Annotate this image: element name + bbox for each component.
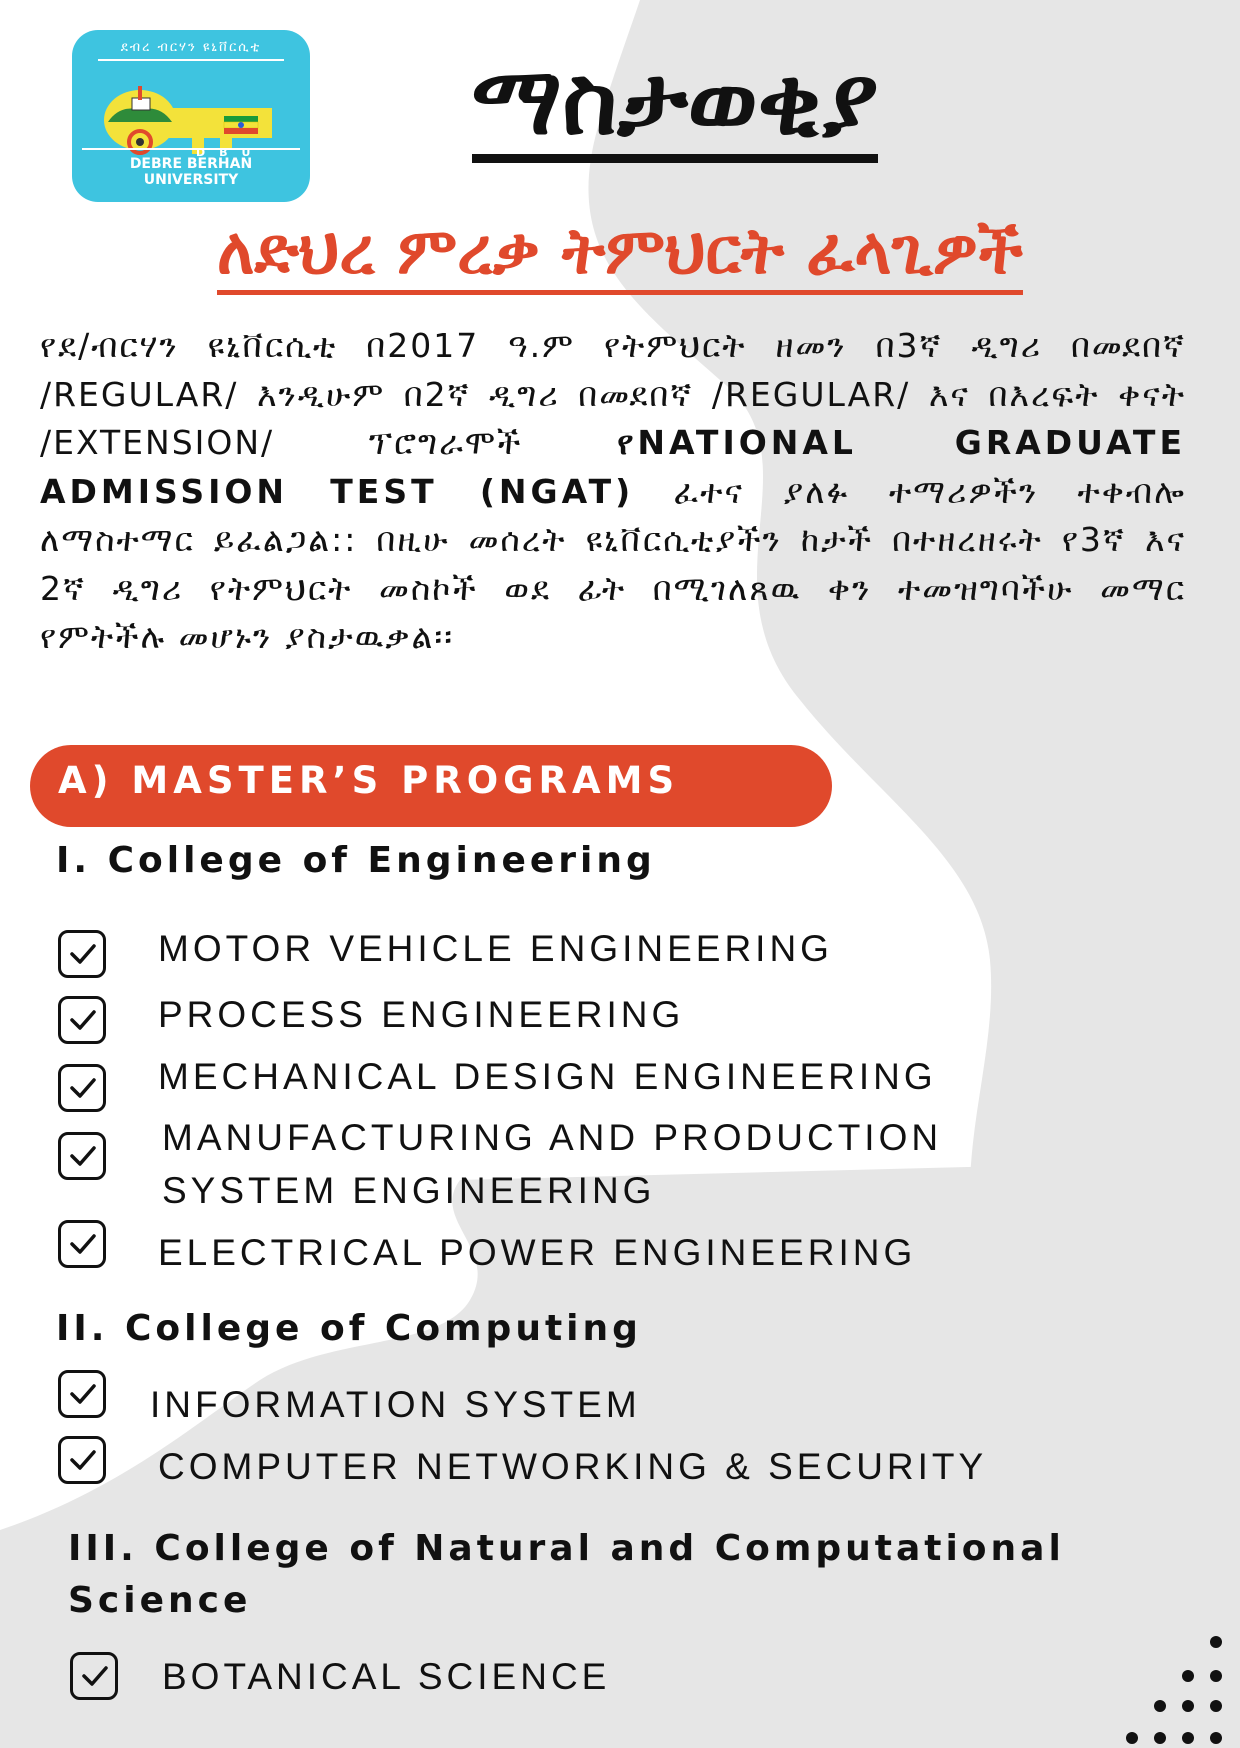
program-item: MOTOR VEHICLE ENGINEERING <box>158 928 833 969</box>
checkbox-icon <box>58 1064 106 1112</box>
program-item: COMPUTER NETWORKING & SECURITY <box>158 1446 988 1487</box>
title-text: ማስታወቂያ <box>472 52 879 163</box>
university-logo <box>72 30 310 202</box>
program-item: INFORMATION SYSTEM <box>150 1384 641 1425</box>
checkbox-icon <box>58 1132 106 1180</box>
subtitle-text: ለድህረ ምረቃ ትምህርት ፈላጊዎች <box>217 214 1023 295</box>
logo-abbreviation: DBU <box>196 146 265 159</box>
program-item: MECHANICAL DESIGN ENGINEERING <box>158 1056 937 1097</box>
checkbox-icon <box>58 1436 106 1484</box>
checkbox-icon <box>70 1652 118 1700</box>
college-natural-science-heading-line2: Science <box>68 1580 252 1621</box>
page-title <box>420 47 930 163</box>
section-title: A) MASTER’S PROGRAMS <box>58 759 680 802</box>
program-item: ELECTRICAL POWER ENGINEERING <box>158 1232 917 1273</box>
college-natural-science-heading: III. College of Natural and Computational <box>68 1528 1065 1569</box>
page-subtitle <box>150 214 1090 295</box>
checkbox-icon <box>58 930 106 978</box>
logo-university-name: DEBRE BERHAN UNIVERSITY <box>82 148 300 188</box>
intro-paragraph <box>40 322 1186 662</box>
section-header-pill <box>30 745 832 827</box>
college-computing-heading: II. College of Computing <box>56 1308 642 1349</box>
intro-text-part2: ፈተና ያለፉ ተማሪዎችን ተቀብሎ ለማስተማር ይፈልጋል:: በዚሁ መሰረት ዩኒቨርሲቲያችን ከታች በተዘረዘሩት የ3ኛ እና 2ኛ ዲግሪ የትምህርት መስኮች ወደ ፊት በሚገለጸዉ ቀን ተመዝግባችሁ መማር የምትችሉ መሆኑን ያስታዉቃል፡፡ <box>40 471 1187 656</box>
program-item: BOTANICAL SCIENCE <box>162 1656 611 1697</box>
program-item: PROCESS ENGINEERING <box>158 994 685 1035</box>
intro-text-part1: የደ/ብርሃን ዩኒቨርሲቲ በ2017 ዓ.ም የትምህርት ዘመን በ3ኛ ዲግሪ በመደበኛ /REGULAR/ እንዲሁም በ2ኛ ዲግሪ በመደበኛ /REGULAR/ እና በእረፍት ቀናት /EXTENSION/ ፕሮግራሞች <box>40 326 1186 462</box>
college-engineering-heading: I. College of Engineering <box>56 840 656 881</box>
checkbox-icon <box>58 996 106 1044</box>
program-item: MANUFACTURING AND PRODUCTION <box>162 1117 943 1158</box>
program-item-continuation: SYSTEM ENGINEERING <box>162 1170 656 1211</box>
intro-ngat-bold: የNATIONAL GRADUATE ADMISSION TEST (NGAT) <box>40 423 1186 511</box>
logo-amharic-name: ደብረ ብርሃን ዩኒቨርሲቲ <box>98 40 284 61</box>
checkbox-icon <box>58 1370 106 1418</box>
checkbox-icon <box>58 1220 106 1268</box>
